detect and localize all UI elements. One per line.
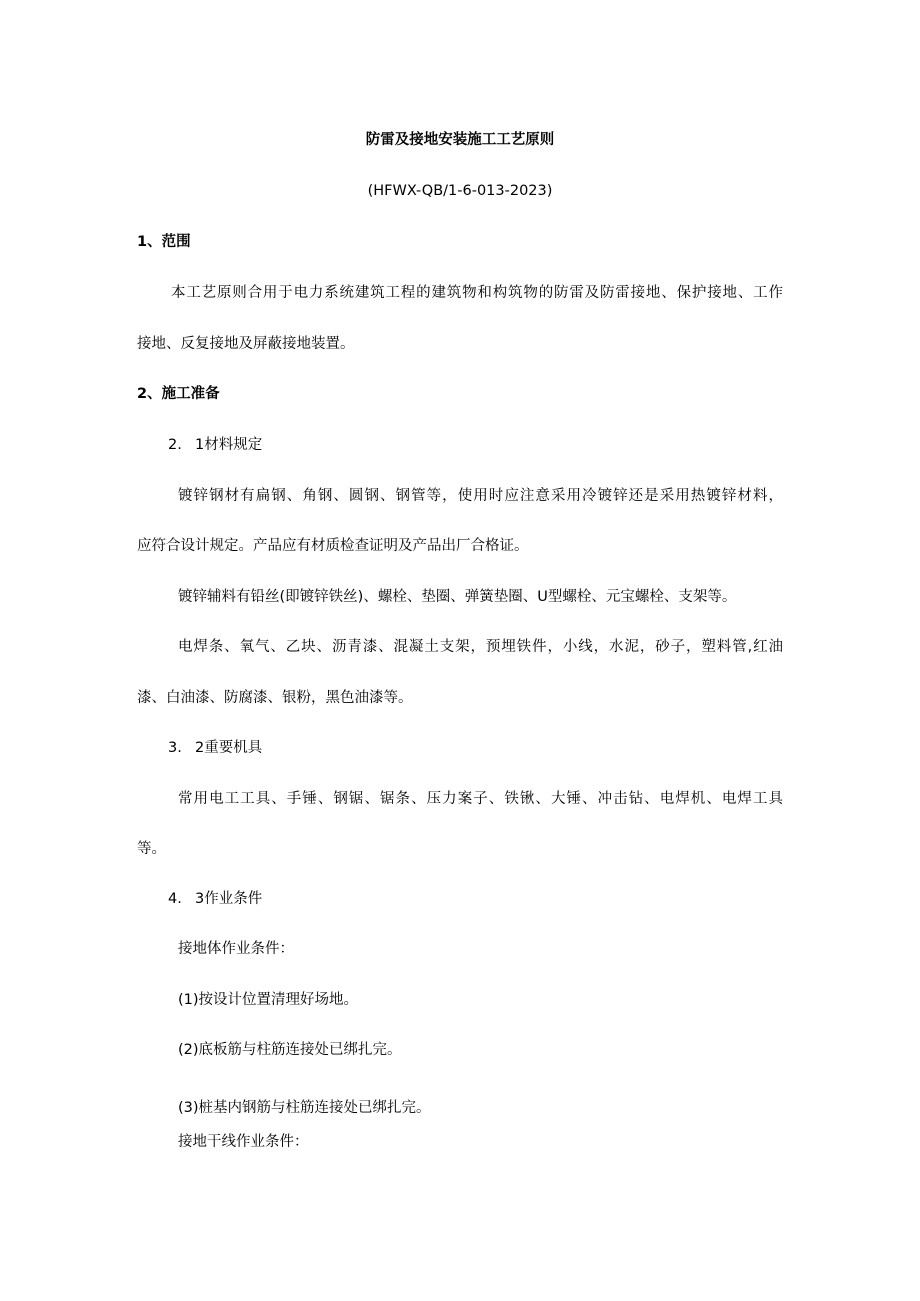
section-1-paragraph-line-1: 本工艺原则合用于电力系统建筑工程的建筑物和构筑物的防雷及防雷接地、保护接地、工作 [171,285,783,301]
section-2-heading: 2、施工准备 [137,386,220,402]
condition-item-3: (3)桩基内钢筋与柱筋连接处已绑扎完。 [178,1100,431,1116]
materials-paragraph-2: 镀锌辅料有铅丝(即镀锌铁丝)、螺栓、垫圈、弹簧垫圈、U型螺栓、元宝螺栓、支架等。 [178,589,737,605]
condition-item-1: (1)按设计位置清理好场地。 [178,992,359,1008]
materials-paragraph-3-line-2: 漆、白油漆、防腐漆、银粉，黑色油漆等。 [137,690,413,706]
section-1-heading: 1、范围 [137,234,191,250]
subsection-2-3-label: 3作业条件 [195,891,263,907]
materials-paragraph-1-line-1: 镀锌钢材有扁钢、角钢、圆钢、钢管等，使用时应注意采用冷镀锌还是采用热镀锌材料， [178,488,783,504]
section-1-paragraph-line-2: 接地、反复接地及屏蔽接地装置。 [137,336,355,352]
ground-body-conditions-title: 接地体作业条件： [178,941,294,957]
condition-item-2: (2)底板筋与柱筋连接处已绑扎完。 [178,1042,402,1058]
materials-paragraph-3-line-1: 电焊条、氧气、乙块、沥青漆、混凝土支架，预埋铁件，小线，水泥，砂子，塑料管,红油 [178,639,783,655]
subsection-2-1-label: 1材料规定 [195,437,263,453]
subsection-2-3-number: 4. [168,891,182,907]
materials-paragraph-1-line-2: 应符合设计规定。产品应有材质检查证明及产品出厂合格证。 [137,538,529,554]
subsection-2-1-number: 2. [168,437,182,453]
tools-paragraph-line-2: 等。 [137,841,166,857]
ground-trunk-conditions-title: 接地干线作业条件： [178,1134,309,1150]
subsection-2-2-label: 2重要机具 [195,740,263,756]
document-title: 防雷及接地安装施工工艺原则 [365,132,555,148]
document-code: (HFWX-QB/1-6-013-2023) [367,183,553,199]
subsection-2-2-number: 3. [168,740,182,756]
tools-paragraph-line-1: 常用电工工具、手锤、钢锯、锯条、压力案子、铁锹、大锤、冲击钻、电焊机、电焊工具 [178,791,783,807]
